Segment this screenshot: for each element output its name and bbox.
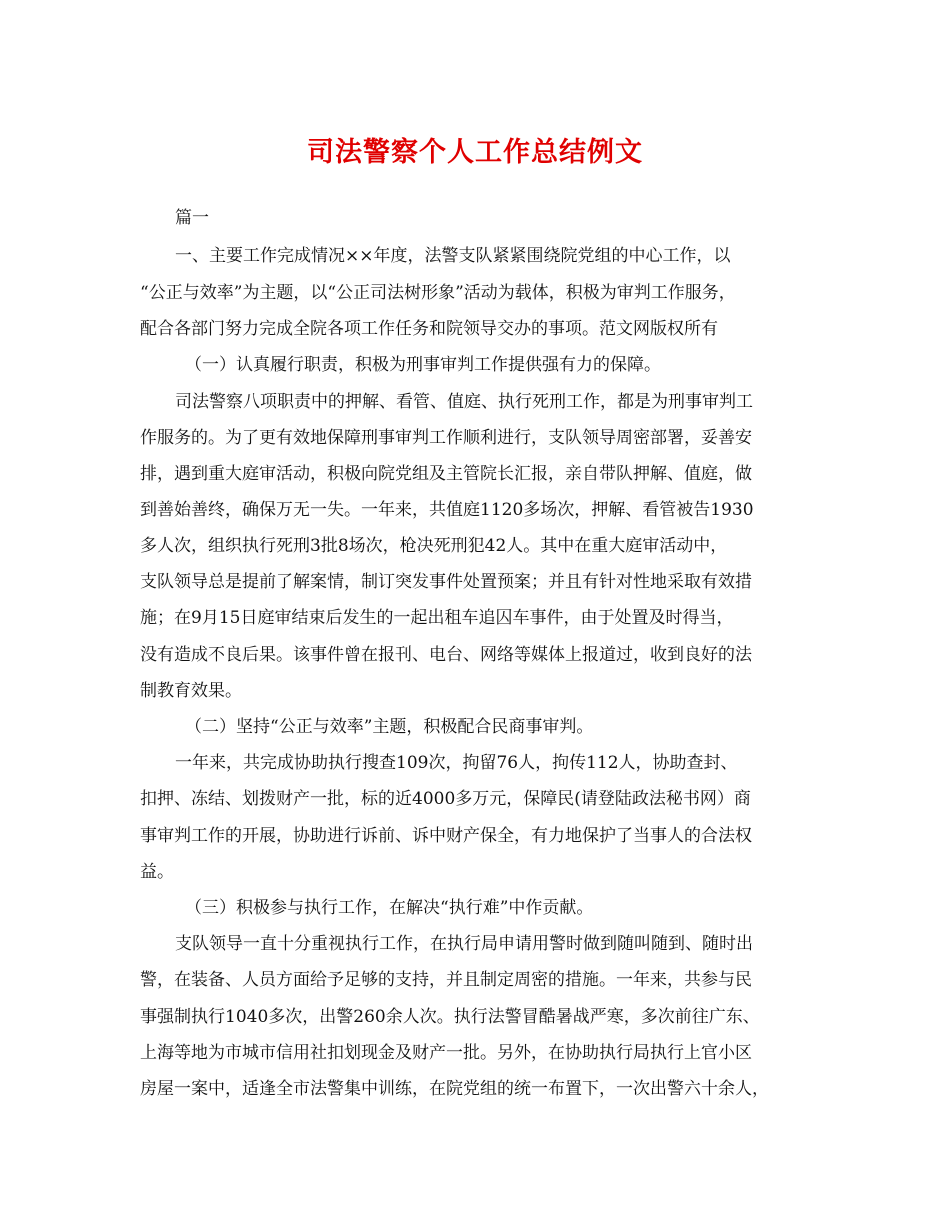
paragraph-line: 一、主要工作完成情况××年度，法警支队紧紧围绕院党组的中心工作，以 bbox=[175, 246, 731, 266]
paragraph-line: “公正与效率”为主题，以“公正司法树形象”活动为载体，积极为审判工作服务， bbox=[140, 283, 736, 303]
paragraph-line: 上海等地为市城市信用社扣划现金及财产一批。另外，在协助执行局执行上官小区 bbox=[140, 1043, 752, 1063]
paragraph-line: 支队领导一直十分重视执行工作，在执行局申请用警时做到随叫随到、随时出 bbox=[175, 934, 753, 954]
paragraph-line: 配合各部门努力完成全院各项工作任务和院领导交办的事项。范文网版权所有 bbox=[140, 319, 718, 339]
paragraph-line: 司法警察八项职责中的押解、看管、值庭、执行死刑工作，都是为刑事审判工 bbox=[175, 392, 753, 412]
paragraph-line: 到善始善终，确保万无一失。一年来，共值庭1120多场次，押解、看管被告1930 bbox=[140, 500, 754, 520]
paragraph-line: 扣押、冻结、划拨财产一批，标的近4000多万元，保障民(请登陆政法秘书网）商 bbox=[140, 789, 751, 809]
subsection-heading: （二）坚持“公正与效率”主题，积极配合民商事审判。 bbox=[185, 717, 594, 737]
subsection-heading: （三）积极参与执行工作，在解决“执行难”中作贡献。 bbox=[185, 898, 594, 918]
paragraph-line: 施；在9月15日庭审结束后发生的一起出租车追囚车事件，由于处置及时得当， bbox=[140, 608, 734, 628]
paragraph-line: 支队领导总是提前了解案情，制订突发事件处置预案；并且有针对性地采取有效措 bbox=[140, 572, 752, 592]
paragraph-line: 警，在装备、人员方面给予足够的支持，并且制定周密的措施。一年来，共参与民 bbox=[140, 970, 752, 990]
subsection-heading: （一）认真履行职责，积极为刑事审判工作提供强有力的保障。 bbox=[185, 355, 661, 375]
document-title: 司法警察个人工作总结例文 bbox=[307, 137, 643, 168]
paragraph-line: 一年来，共完成协助执行搜查109次，拘留76人，拘传112人，协助查封、 bbox=[175, 753, 738, 773]
paragraph-line: 制教育效果。 bbox=[140, 681, 242, 701]
paragraph-line: 多人次，组织执行死刑3批8场次，枪决死刑犯42人。其中在重大庭审活动中， bbox=[140, 536, 728, 556]
paragraph-line: 没有造成不良后果。该事件曾在报刊、电台、网络等媒体上报道过，收到良好的法 bbox=[140, 645, 752, 665]
paragraph-line: 房屋一案中，适逢全市法警集中训练，在院党组的统一布置下，一次出警六十余人， bbox=[140, 1079, 769, 1099]
paragraph-line: 排，遇到重大庭审活动，积极向院党组及主管院长汇报，亲自带队押解、值庭，做 bbox=[140, 464, 752, 484]
paragraph-line: 事审判工作的开展，协助进行诉前、诉中财产保全，有力地保护了当事人的合法权 bbox=[140, 826, 752, 846]
paragraph-line: 益。 bbox=[140, 862, 174, 882]
paragraph-line: 作服务的。为了更有效地保障刑事审判工作顺利进行，支队领导周密部署，妥善安 bbox=[140, 428, 752, 448]
paragraph-line: 事强制执行1040多次，出警260余人次。执行法警冒酷暑战严寒，多次前往广东、 bbox=[140, 1007, 760, 1027]
section-label: 篇一 bbox=[175, 208, 209, 228]
